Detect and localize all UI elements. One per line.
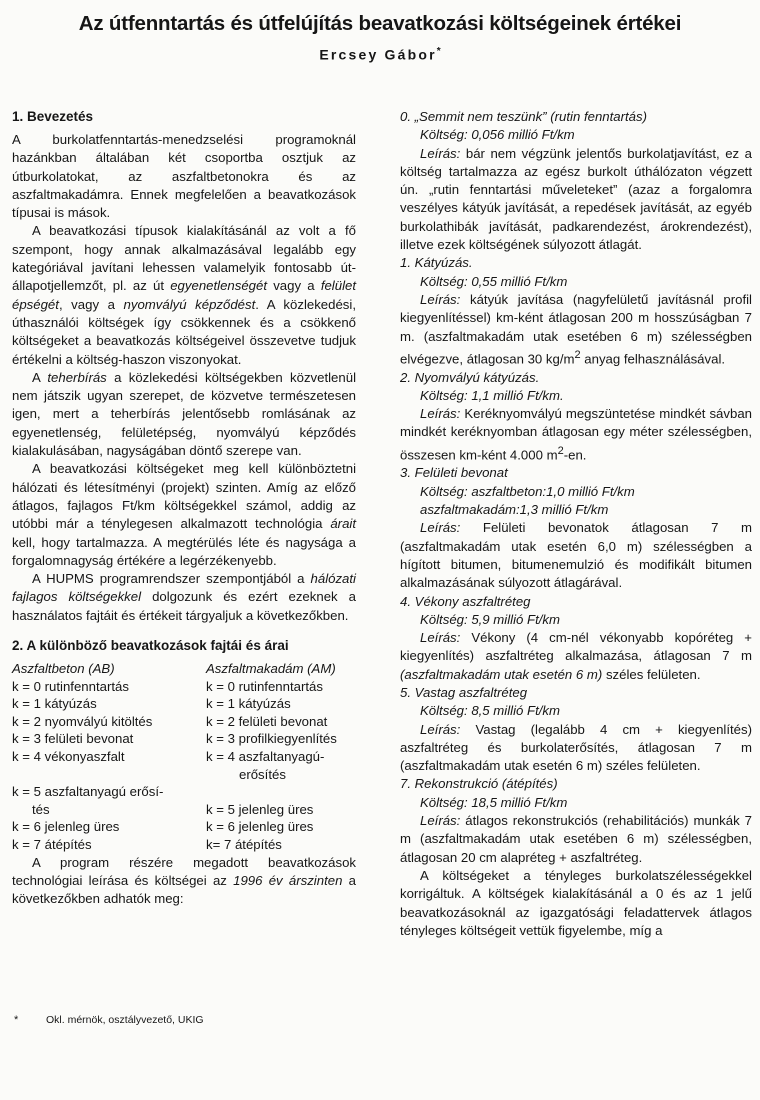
item-description <box>400 721 752 776</box>
text: a következőkben adhatók meg: <box>12 872 356 907</box>
paragraph: A költségeket a tényleges burkolatszélességekkel korrigáltuk. A költségek kialakításánál a 0 és az 1 jelű beavatkozásoknál az igazgatósági feladattervek átlagos tényleges költségeit vettük figyelembe, míg a <box>400 867 752 938</box>
emphasis: (aszfaltmakadám utak esetén 6 m) <box>400 666 603 682</box>
list-item: k = 3 felületi bevonat <box>12 731 134 747</box>
list-item: k = 3 profilkiegyenlítés <box>206 731 337 747</box>
page-title: Az útfenntartás és útfelújítás beavatkozási költségeinek értékei <box>78 12 682 35</box>
text: . A közlekedési, úthasználói költségek így csökkennek és a csökkenő költségeket a beavatkozás költségeivel összevetve tudjuk értékelni a költség-haszon viszonyokat. <box>12 296 356 367</box>
emphasis: egyenetlenségét <box>170 278 268 294</box>
section-2-heading: 2. A különböző beavatkozások fajtái és árai <box>12 638 289 654</box>
item-description <box>400 145 752 255</box>
footnote-mark: * <box>14 1014 19 1026</box>
right-column <box>400 108 752 940</box>
list-item: k = 6 jelenleg üres <box>206 819 314 835</box>
superscript: 2 <box>557 444 564 457</box>
item-title: 2. Nyomvályú kátyúzás. <box>400 369 540 385</box>
item-cost: Költség: aszfaltbeton:1,0 millió Ft/km <box>420 483 635 499</box>
paragraph <box>12 222 356 368</box>
lead-label: Leírás: <box>420 630 461 646</box>
list-item: k= 7 átépítés <box>206 836 282 852</box>
emphasis: felület épségét <box>12 278 357 312</box>
list-item: k = 1 kátyúzás <box>12 696 97 712</box>
text: anyag felhasználásával. <box>580 351 726 367</box>
text: vagy a <box>267 278 321 294</box>
paragraph <box>12 570 356 625</box>
list-item-continued: tés <box>32 801 50 817</box>
item-cost: aszfaltmakadám:1,3 millió Ft/km <box>420 502 609 518</box>
item-cost: Költség: 0,056 millió Ft/km <box>420 127 575 143</box>
author-mark: * <box>436 46 441 57</box>
item-description <box>400 812 752 867</box>
text: A beavatkozási típusok kialakításánál az volt a fő szempont, hogy annak alkalmazásával legalább egy kategóriával javítani lehessen valamelyik fontosabb út-állapotjellemzőt, pl. az út <box>12 223 356 294</box>
text: a közlekedési költségekben közvetlenül nem játszik ugyan szerepet, de közvetve természetesen igen, mert a teherbírás jelentősebb romlásának az egyenetlenség, felületépség, nyomvályú képződés kialakulásában, nagyságában döntő szerepe van. <box>12 369 356 459</box>
item-title: 7. Rekonstrukció (átépítés) <box>400 776 558 792</box>
list-item: k = 1 kátyúzás <box>206 696 291 712</box>
list-item: k = 5 jelenleg üres <box>206 801 314 817</box>
list-item <box>206 783 356 801</box>
text: Felületi bevonatok átlagosan 7 m (aszfaltmakadám utak esetén 6,0 m) szélességben a hígított bitumen, bitumenemulzió és modifikált bitumen alkalmazásának súlyozott átlagárával. <box>400 520 752 591</box>
list-item: k = 4 vékonyaszfalt <box>12 748 125 764</box>
text: Keréknyomvályú megszüntetése mindkét sávban mindkét keréknyomban átlagosan egy méter szélességben, összesen km-ként 4.000 m <box>400 406 752 463</box>
text: -en. <box>563 447 587 463</box>
paragraph <box>12 854 356 909</box>
text: Vékony (4 cm-nél vékonyabb kopóréteg + kiegyenlítés) aszfaltréteg alkalmazása, átlagosan 7 m <box>400 630 752 664</box>
list-item: k = 2 felületi bevonat <box>206 713 328 729</box>
item-cost: Költség: 0,55 millió Ft/km <box>420 273 568 289</box>
item-title: 4. Vékony aszfaltréteg <box>400 593 531 609</box>
item-title: 5. Vastag aszfaltréteg <box>400 684 528 700</box>
list-item-continued: erősítés <box>239 766 286 782</box>
text: Vastag (legalább 4 cm + kiegyenlítés) aszfaltréteg és burkolaterősítés, átlagosan 7 m (aszfaltmakadám utak esetén 6 m) széles felületen. <box>400 721 752 774</box>
emphasis: nyomvályú képződést <box>123 296 256 312</box>
list-item: k = 2 nyomvályú kitöltés <box>12 713 153 729</box>
section-1-heading: 1. Bevezetés <box>12 109 94 124</box>
lead-label: Leírás: <box>420 406 461 422</box>
item-cost: Költség: 8,5 millió Ft/km <box>420 703 560 719</box>
list-item: k = 6 jelenleg üres <box>12 819 120 835</box>
emphasis: teherbírás <box>47 369 107 385</box>
lead-label: Leírás: <box>420 813 461 829</box>
item-cost: Költség: 5,9 millió Ft/km <box>420 611 560 627</box>
list-item: k = 7 átépítés <box>12 836 92 852</box>
emphasis: árait <box>330 516 356 532</box>
emphasis: 1996 év árszinten <box>233 872 343 888</box>
lead-label: Leírás: <box>420 291 461 307</box>
column-header-am: Aszfaltmakadám (AM) <box>206 661 336 677</box>
lead-label: Leírás: <box>420 145 461 161</box>
item-cost: Költség: 18,5 millió Ft/km <box>420 794 568 810</box>
superscript: 2 <box>574 348 581 361</box>
left-column <box>12 108 356 908</box>
text: A program részére megadott beavatkozások technológiai leírása és költségei az <box>12 854 356 888</box>
list-item: k = 5 aszfaltanyagú erősí- <box>12 784 164 800</box>
column-header-ab: Aszfaltbeton (AB) <box>12 661 115 677</box>
text: átlagos rekonstrukciós (rehabilitációs) munkák 7 m (aszfaltmakadám utak esetében 6 m) szélességben, átlagosan 20 cm alapréteg + aszfaltréteg. <box>400 813 752 865</box>
item-description <box>400 405 752 464</box>
item-description <box>400 629 752 684</box>
item-title: 3. Felületi bevonat <box>400 465 508 481</box>
text: kell, hogy tartalmazza. A megtérülés léte és nagysága a forgalomnagyság értékére a legérzékenyebb. <box>12 534 356 568</box>
text: kátyúk javítása (nagyfelületű javításnál profil kiegyenlítéssel) km-ként átlagosan 200 m hosszúságban 7 m. (aszfaltmakadám utak esetében 6 m) szélességben elvégezve, átlagosan 30 kg/m <box>400 291 752 367</box>
author-name: Ercsey Gábor <box>319 46 437 63</box>
paragraph <box>12 369 356 460</box>
item-cost: Költség: 1,1 millió Ft/km. <box>420 387 564 403</box>
lead-label: Leírás: <box>420 520 461 536</box>
item-description <box>400 519 752 592</box>
item-title: 0. „Semmit nem teszünk” (rutin fenntartás) <box>400 109 647 124</box>
list-item <box>12 766 206 784</box>
list-item: k = 4 aszfaltanyagú- <box>206 748 325 764</box>
footnote-text: Okl. mérnök, osztályvezető, UKIG <box>46 1014 204 1026</box>
author <box>0 46 760 63</box>
item-title: 1. Kátyúzás. <box>400 255 473 271</box>
text: , vagy a <box>58 296 124 312</box>
lead-label: Leírás: <box>420 721 461 737</box>
emphasis: hálózati fajlagos költségekkel <box>12 571 356 605</box>
text: dolgozunk és ezért ezeknek a használatos fajtáit és értékeit tárgyaljuk a következőkben. <box>12 589 356 623</box>
list-item: k = 0 rutinfenntartás <box>206 678 323 694</box>
footnote <box>14 1014 334 1026</box>
paragraph: A burkolatfenntartás-menedzselési programoknál hazánkban általában két csoportba osztjuk az útburkolatokat, az aszfaltbetonokra és az aszfaltmakadámra. Ennek megfelelően a beavatkozások típusai is mások. <box>12 132 356 221</box>
text: A HUPMS programrendszer szempontjából a <box>32 571 311 587</box>
text: bár nem végzünk jelentős burkolatjavítást, ez a költség tartalmazza az egész burkolt úthálózaton végzett ún. „rutin fenntartási műveleteket” (azaz a forgalomra veszélyes kátyúk javítását, a repedések javítását, az egyéb burkolathibák javítását, padkarendezést, árokrendezést), illetve ezek költségének súlyozott átlagát. <box>400 145 752 253</box>
paragraph <box>12 460 356 570</box>
text: széles felületen. <box>602 666 701 682</box>
intervention-list <box>12 660 356 854</box>
text: A <box>32 369 48 385</box>
text: A beavatkozási költségeket meg kell különböztetni hálózati és létesítményi (projekt) szinten. Amíg az előző átlagos, fajlagos Ft/km költségekkel számol, addig az utóbbi már a ténylegesen alkalmazott technológia <box>12 461 356 532</box>
list-item: k = 0 rutinfenntartás <box>12 678 129 694</box>
item-description <box>400 291 752 369</box>
